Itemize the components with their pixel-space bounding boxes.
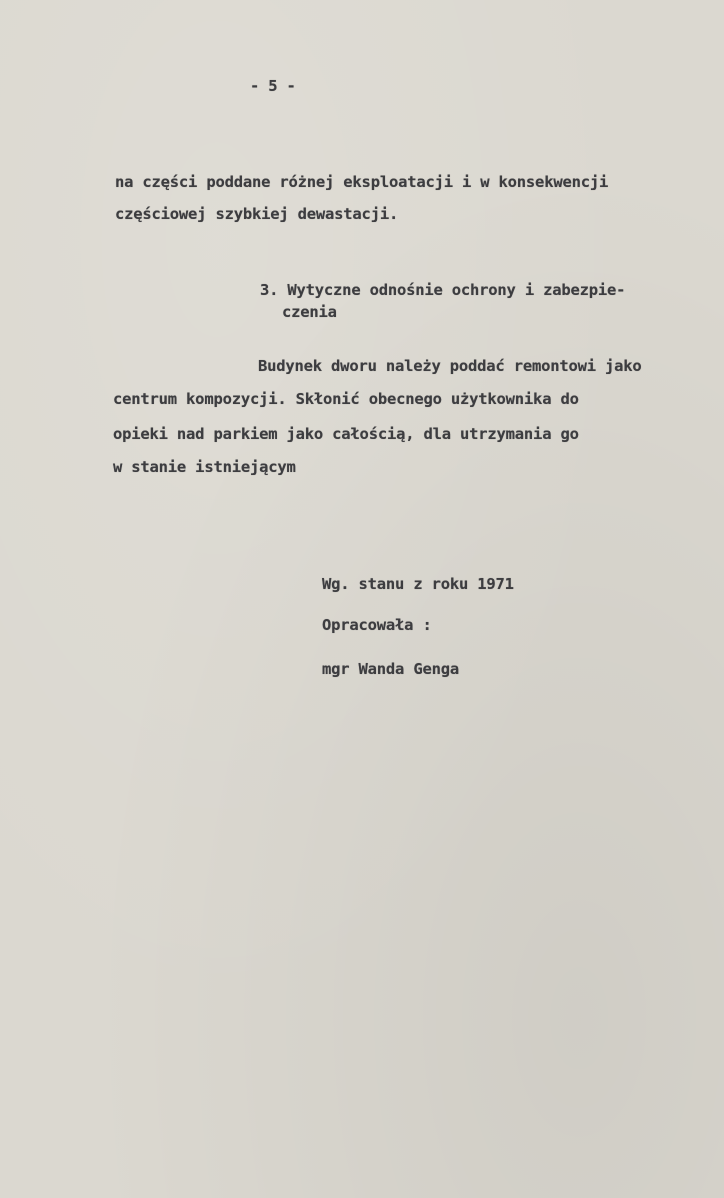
author-name: mgr Wanda Genga bbox=[322, 660, 459, 678]
status-date-line: Wg. stanu z roku 1971 bbox=[322, 575, 514, 593]
section-3-heading-line-1: 3. Wytyczne odnośnie ochrony i zabezpie- bbox=[260, 281, 626, 299]
section-3-heading-line-2: czenia bbox=[282, 303, 337, 321]
paragraph-2-line-4: w stanie istniejącym bbox=[113, 458, 296, 476]
paragraph-2-line-1: Budynek dworu należy poddać remontowi jako bbox=[258, 357, 642, 375]
paragraph-1-line-1: na części poddane różnej eksploatacji i w konsekwencji bbox=[115, 173, 609, 191]
paragraph-2-line-3: opieki nad parkiem jako całością, dla utrzymania go bbox=[113, 425, 579, 443]
prepared-by-label: Opracowała : bbox=[322, 616, 432, 634]
paragraph-2-line-2: centrum kompozycji. Skłonić obecnego użytkownika do bbox=[113, 390, 579, 408]
paragraph-1-line-2: częściowej szybkiej dewastacji. bbox=[115, 205, 399, 223]
page-number: - 5 - bbox=[250, 77, 296, 95]
